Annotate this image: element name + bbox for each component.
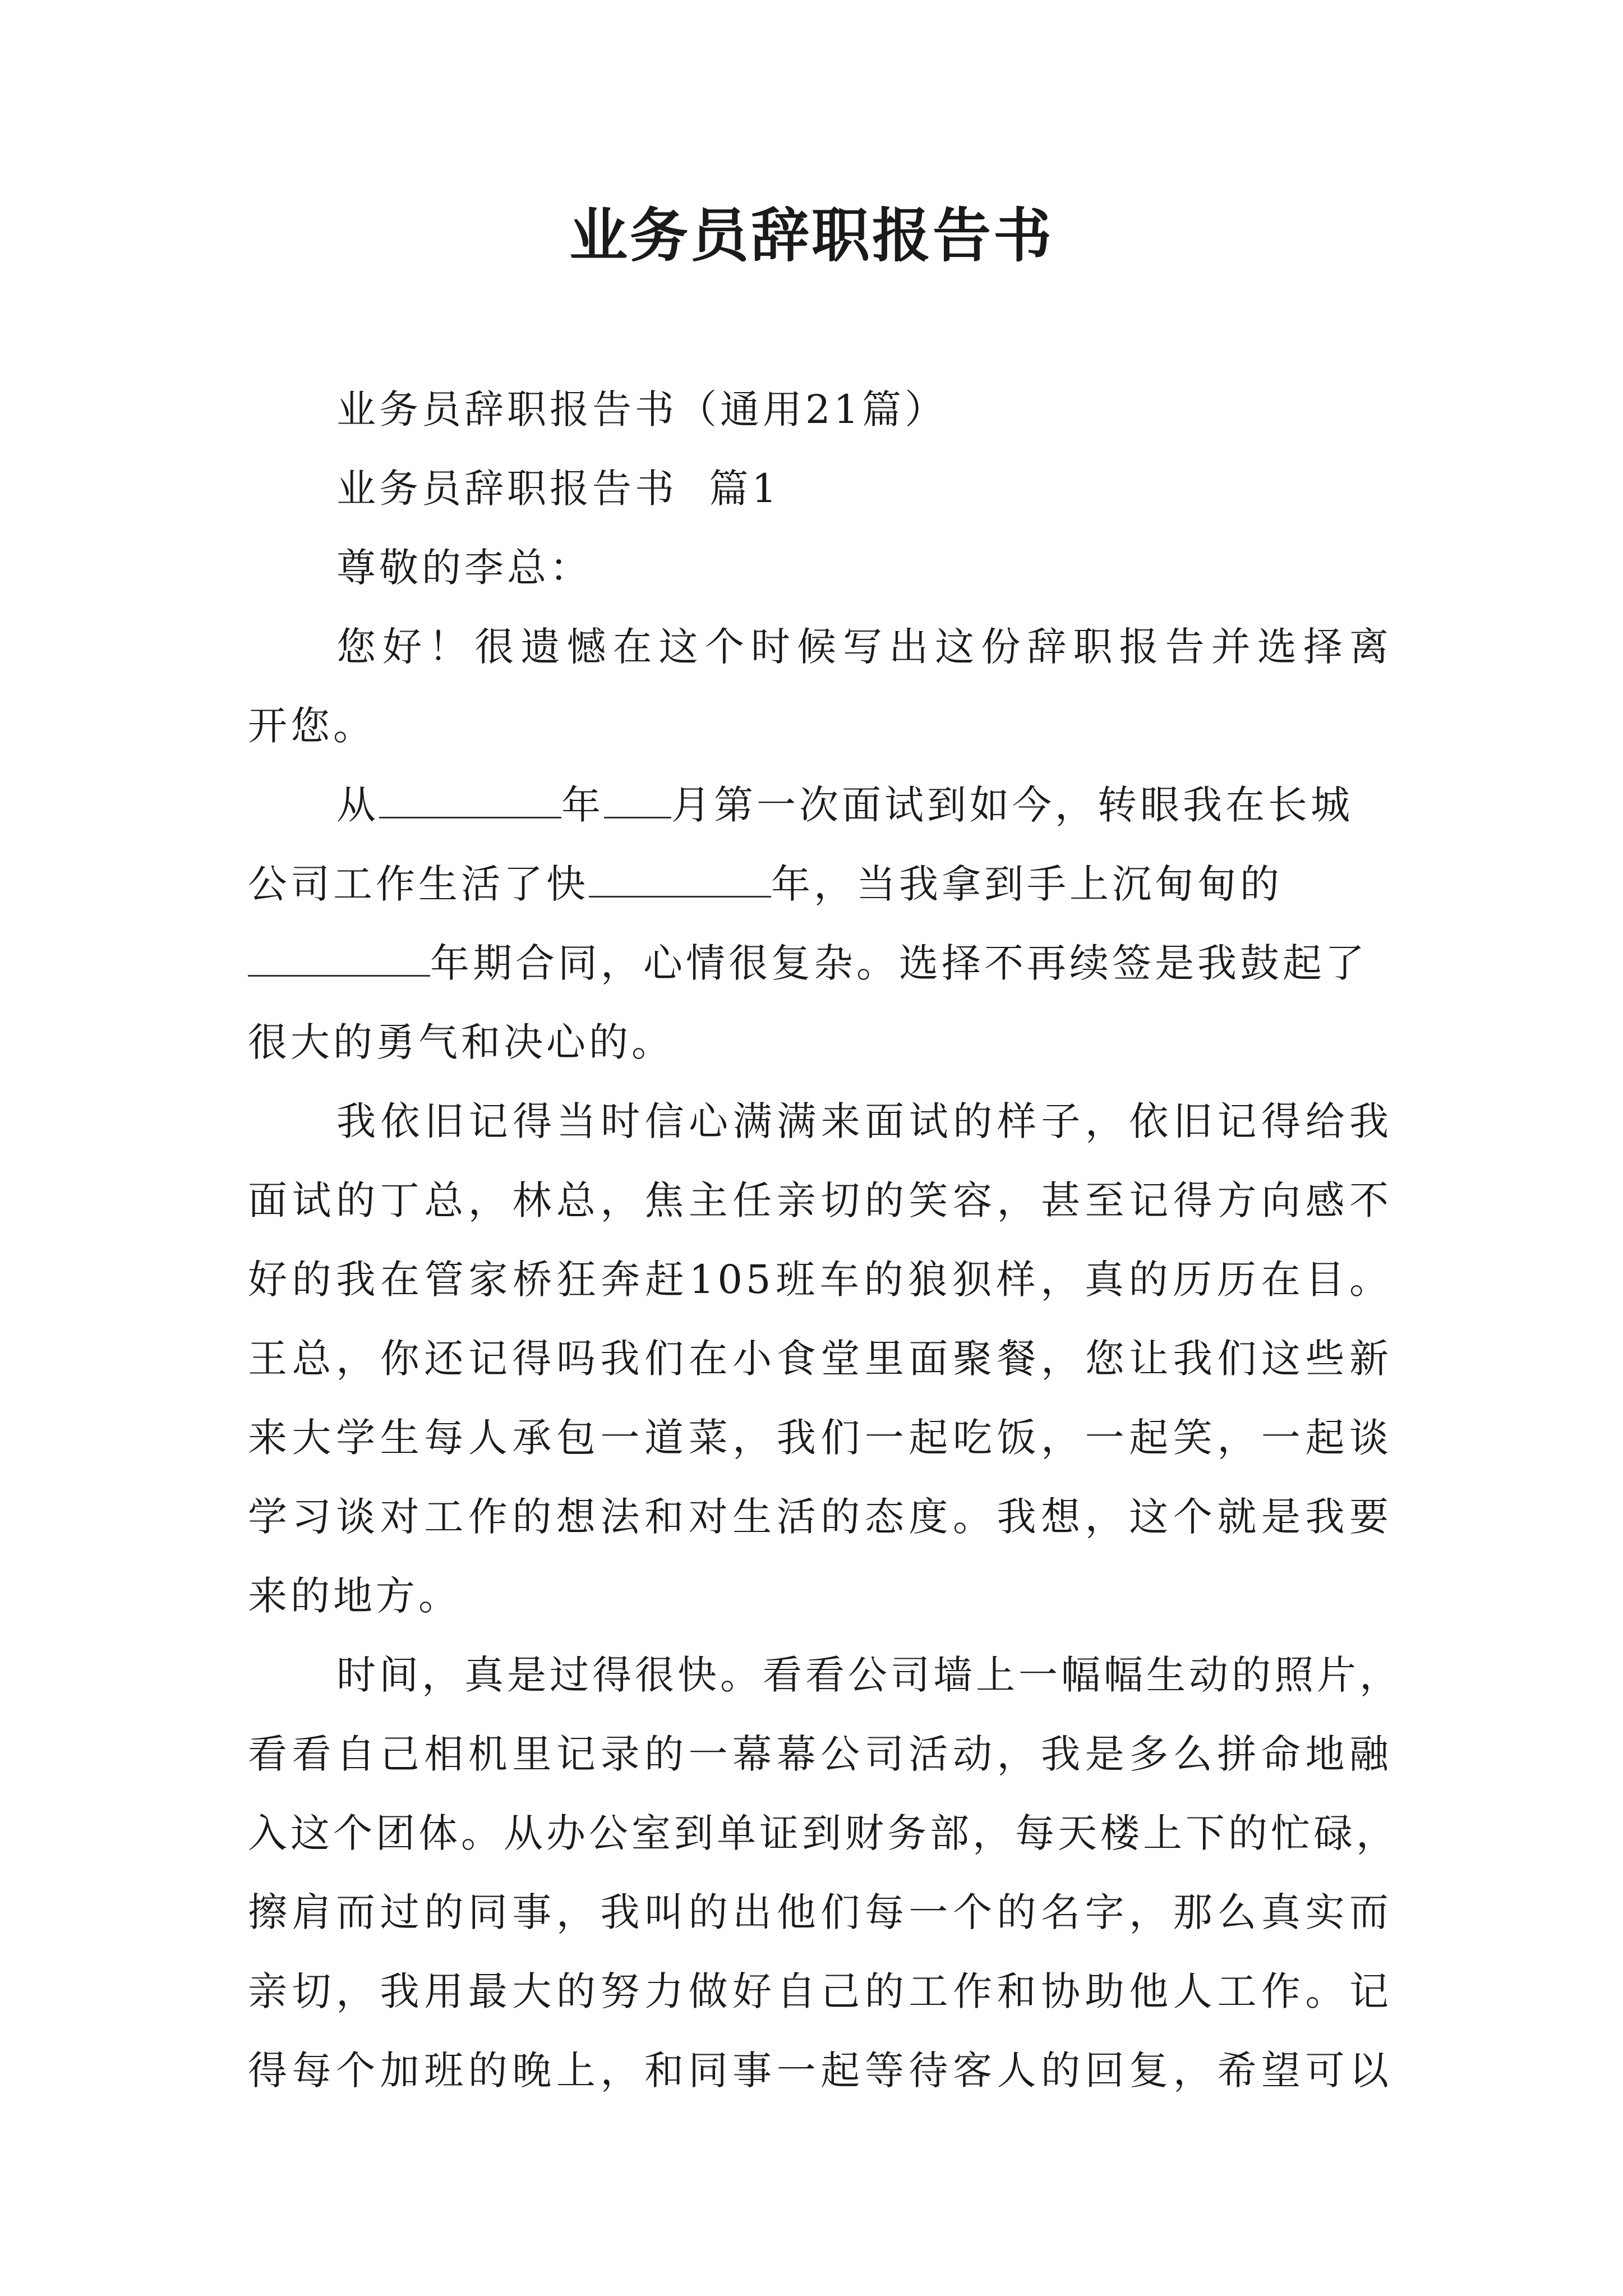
paragraph-2-line-3 <box>248 924 1392 1003</box>
paragraph-3-line-5: 来大学生每人承包一道菜，我们一起吃饭，一起笑，一起谈 <box>248 1415 1392 1461</box>
paragraph-3-line-6: 学习谈对工作的想法和对生活的态度。我想，这个就是我要 <box>248 1494 1392 1540</box>
text-fragment: 年，当我拿到手上沉甸甸的 <box>771 861 1283 907</box>
paragraph-3-line-1: 我依旧记得当时信心满满来面试的样子，依旧记得给我 <box>336 1098 1392 1144</box>
subtitle: 业务员辞职报告书（通用21篇） <box>336 386 948 432</box>
text-fragment: 公司工作生活了快 <box>248 861 589 907</box>
text-fragment: 从 <box>336 782 379 828</box>
text-fragment: 年期合同，心情很复杂。选择不再续签是我鼓起了 <box>430 940 1368 986</box>
fill-in-blank-years-worked <box>589 862 771 898</box>
fill-in-blank-month <box>604 783 671 818</box>
paragraph-3-line-4: 王总，你还记得吗我们在小食堂里面聚餐，您让我们这些新 <box>248 1336 1392 1382</box>
paragraph-4-line-6: 得每个加班的晚上，和同事一起等待客人的回复，希望可以 <box>248 2047 1392 2093</box>
paragraph-4-line-3: 入这个团体。从办公室到单证到财务部，每天楼上下的忙碌， <box>248 1810 1399 1856</box>
paragraph-3-line-2: 面试的丁总，林总，焦主任亲切的笑容，甚至记得方向感不 <box>248 1177 1392 1223</box>
paragraph-4-line-4: 擦肩而过的同事，我叫的出他们每一个的名字，那么真实而 <box>248 1889 1392 1935</box>
text-fragment: 月第一次面试到如今，转眼我在长城 <box>671 782 1353 828</box>
text-fragment: 年 <box>561 782 604 828</box>
document-body <box>248 370 1402 2110</box>
part-heading: 业务员辞职报告书 篇1 <box>336 466 781 512</box>
document-title: 业务员辞职报告书 <box>569 201 1054 270</box>
paragraph-1-line-2: 开您。 <box>248 703 376 749</box>
paragraph-2-line-4: 很大的勇气和决心的。 <box>248 1019 674 1065</box>
paragraph-4-line-1: 时间，真是过得很快。看看公司墙上一幅幅生动的照片， <box>336 1652 1402 1698</box>
fill-in-blank-contract-years <box>248 941 430 977</box>
paragraph-3-line-3: 好的我在管家桥狂奔赶105班车的狼狈样，真的历历在目。 <box>248 1257 1392 1303</box>
paragraph-4-line-2: 看看自己相机里记录的一幕幕公司活动，我是多么拼命地融 <box>248 1731 1392 1777</box>
fill-in-blank-year <box>379 783 561 818</box>
paragraph-1-line-1: 您好！很遗憾在这个时候写出这份辞职报告并选择离 <box>336 624 1392 670</box>
paragraph-4-line-5: 亲切，我用最大的努力做好自己的工作和协助他人工作。记 <box>248 1968 1392 2014</box>
paragraph-3-line-7: 来的地方。 <box>248 1573 461 1619</box>
paragraph-2-line-2 <box>248 845 1392 924</box>
paragraph-2-line-1 <box>248 766 1392 845</box>
salutation: 尊敬的李总： <box>336 545 592 591</box>
